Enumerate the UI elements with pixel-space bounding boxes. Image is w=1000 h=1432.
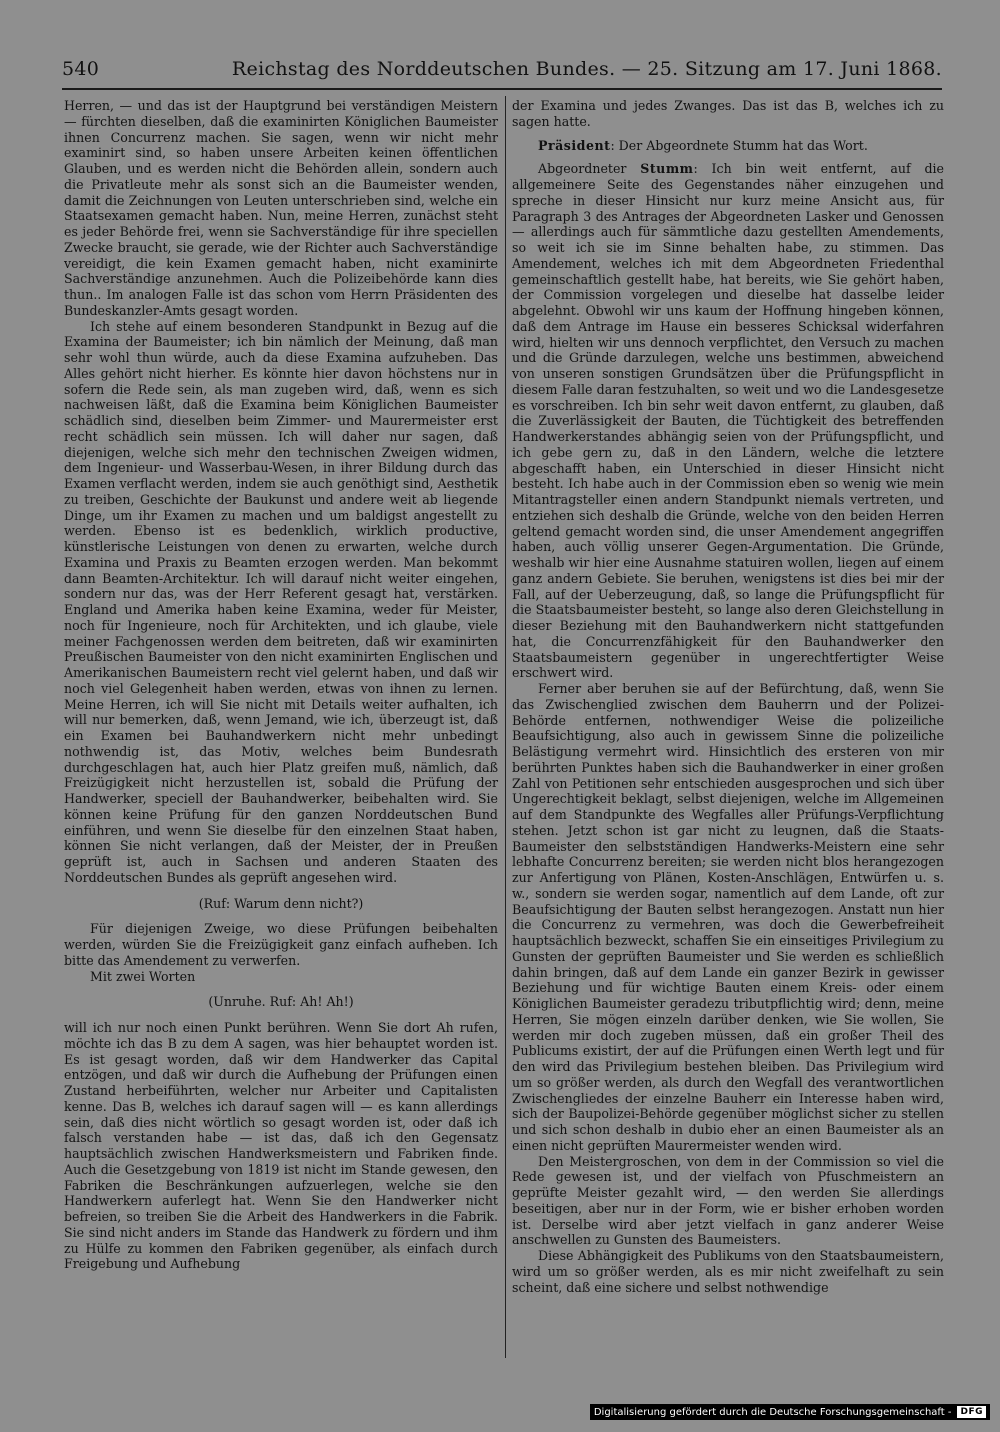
- speaker-prefix: Abgeordneter: [538, 161, 641, 177]
- president-label: Präsident: [538, 137, 611, 153]
- paragraph: Mit zwei Worten: [90, 968, 196, 984]
- digitization-footer: [590, 1404, 990, 1420]
- president-paragraph: [512, 138, 944, 154]
- interjection: (Unruhe. Ruf: Ah! Ah!): [208, 994, 354, 1010]
- president-text: : Der Abgeordnete Stumm hat das Wort.: [610, 137, 868, 153]
- paragraph: will ich nur noch einen Punkt berühren. Wenn Sie dort Ah rufen, möchte ich das B zu dem A sagen, was hier behauptet worden ist. Es ist gesagt worden, daß wir dem Handwerker das Capital entzögen, und daß wir durch die Aufhebung der Prüfungen einen Zustand herbeiführten, welcher nur Arbeiter und Capitalisten kenne. Das B, welches ich darauf sagen will — es kann allerdings sein, daß dies nicht wörtlich so gesagt worden ist, oder daß ich falsch verstanden habe — ist das, daß ich den Gegensatz hauptsächlich zwischen Handwerksmeistern und Fabriken finde. Auch die Gesetzgebung von 1819 ist nicht im Stande gewesen, den Fabriken die Beschränkungen aufzuerlegen, welche sie den Handwerkern auferlegt hat. Wenn Sie den Handwerker nicht befreien, so treiben Sie die Arbeit des Handwerkers in die Fabrik. Sie sind nicht anders im Stande das Handwerk zu fördern und ihm zu Hülfe zu kommen den Fabriken gegenüber, als einfach durch Freigebung und Aufhebung: [64, 1020, 498, 1272]
- paragraph: Ferner aber beruhen sie auf der Befürchtung, daß, wenn Sie das Zwischenglied zwischen dem Bauherrn und der Polizei-Behörde entfernen, nothwendiger Weise die polizeiliche Beaufsichtigung, also auch in gewissem Sinne die polizeiliche Belästigung vermehrt wird. Hinsichtlich des ersteren von mir berührten Punktes haben sich die Bauhandwerker in einer großen Zahl von Petitionen sehr entschieden ausgesprochen und sich über Ungerechtigkeit beklagt, selbst diejenigen, welche im Allgemeinen auf dem Standpunkte des Wegfalles aller Prüfungs-Verpflichtung stehen. Jetzt schon ist gar nicht zu leugnen, daß die Staats-Baumeister den selbstständigen Handwerks-Meistern eine sehr lebhafte Concurrenz bereiten; sie werden nicht blos herangezogen zur Anfertigung von Plänen, Kosten-Anschlägen, Entwürfen u. s. w., sondern sie werden sogar, namentlich auf dem Lande, oft zur Beaufsichtigung der Bauten selbst herangezogen. Anstatt nun hier die Concurrenz zu vermehren, was doch die Gewerbefreiheit hauptsächlich bezweckt, schaffen Sie ein einseitiges Privilegium zu Gunsten der geprüften Baumeister und Sie werden es schließlich dahin bringen, daß auf dem Lande ein ganzer Bezirk in gewisser Beziehung und für wichtige Bauten einem Kreis- oder einem Königlichen Baumeister geradezu tributpflichtig wird; denn, meine Herren, Sie mögen einzeln darüber denken, wie Sie wollen, Sie werden mir doch zugeben müssen, daß ein großer Theil des Publicums existirt, der auf die Prüfungen einen Werth legt und für den wird das Privilegium bestehen bleiben. Das Privilegium wird um so größer werden, als durch den Wegfall des verantwortlichen Zwischengliedes der einzelne Bauherr ein Interesse haben wird, sich der Baupolizei-Behörde gegenüber möglichst sicher zu stellen und sich schon deshalb in dubio eher an einen Baumeister als an einen nicht geprüften Maurermeister wenden wird.: [512, 681, 944, 1153]
- page-number: 540: [62, 58, 100, 80]
- paragraph: Für diejenigen Zweige, wo diese Prüfungen beibehalten werden, würden Sie die Freizügigkeit ganz einfach aufheben. Ich bitte das Amendement zu verwerfen.: [64, 921, 498, 968]
- running-title: Reichstag des Norddeutschen Bundes. — 25. Sitzung am 17. Juni 1868.: [231, 58, 942, 80]
- paragraph: Herren, — und das ist der Hauptgrund bei verständigen Meistern — fürchten dieselben, daß die examinirten Königlichen Baumeister ihnen Concurrenz machen. Sie sagen, wenn wir nicht mehr examinirt sind, so haben unsere Arbeiten keinen öffentlichen Glauben, und es werden nicht die Behörden allein, sondern auch die Privatleute mehr als sonst sich an die Baumeister wenden, damit die Zeichnungen von Leuten unterschrieben sind, welche ein Staatsexamen gemacht haben. Nun, meine Herren, zunächst steht es jeder Behörde frei, wenn sie Sachverständige für ihre speciellen Zwecke braucht, sie gerade, wie der Richter auch Sachverständige vereidigt, die kein Examen gemacht haben, nicht examinirte Sachverständige anzunehmen. Auch die Polizeibehörde kann dies thun.. Im analogen Falle ist das schon vom Herrn Präsidenten des Bundeskanzler-Amts gesagt worden.: [64, 98, 498, 318]
- speech-paragraph: [512, 161, 944, 681]
- interjection: (Ruf: Warum denn nicht?): [198, 895, 364, 911]
- page-header: [62, 58, 942, 84]
- footer-text: Digitalisierung gefördert durch die Deutsche Forschungsgemeinschaft -: [593, 1406, 952, 1418]
- right-column: [512, 98, 944, 1295]
- column-divider: [505, 96, 506, 1358]
- paragraph: Den Meistergroschen, von dem in der Commission so viel die Rede gewesen ist, und der vielfach von Pfuschmeistern an geprüfte Meister gezahlt wird, — den werden Sie allerdings beseitigen, aber nur in der Form, wie er bisher erhoben worden ist. Derselbe wird aber jetzt vielfach in ganz anderer Weise anschwellen zu Gunsten des Baumeisters.: [512, 1153, 944, 1248]
- paragraph: Ich stehe auf einem besonderen Standpunkt in Bezug auf die Examina der Baumeister; ich bin nämlich der Meinung, daß man sehr wohl thun würde, auch da diese Examina aufzuheben. Das Alles gehört nicht hierher. Es könnte hier davon höchstens nur in sofern die Rede sein, als man zugeben wird, daß, wenn es sich nachweisen läßt, daß die Examina beim Königlichen Baumeister schädlich sind, dieselben beim Zimmer- und Maurermeister erst recht schädlich sein müssen. Ich will daher nur sagen, daß diejenigen, welche sich mehr den technischen Zweigen widmen, dem Ingenieur- und Wasserbau-Wesen, in ihrer Bildung durch das Examen verflacht werden, indem sie auch genöthigt sind, Aesthetik zu treiben, Geschichte der Baukunst und andere weit ab liegende Dinge, um ihr Examen zu machen und um baldigst angestellt zu werden. Ebenso ist es bedenklich, wirklich productive, künstlerische Leistungen von denen zu erwarten, welche durch Examina und Praxis zu Beamten erzogen werden. Man bekommt dann Beamten-Architektur. Ich will darauf nicht weiter eingehen, sondern nur das, was der Herr Referent gesagt hat, verstärken. England und Amerika haben keine Examina, weder für Meister, noch für Ingenieure, noch für Architekten, und ich glaube, viele meiner Fachgenossen werden dem beitreten, daß wir examinirten Preußischen Baumeister von den nicht examinirten Englischen und Amerikanischen Baumeistern recht viel gelernt haben, und daß wir noch viel Gelegenheit haben werden, etwas von ihnen zu lernen. Meine Herren, ich will Sie nicht mit Details weiter aufhalten, ich will nur bemerken, daß, wenn Jemand, wie ich, überzeugt ist, daß ein Examen bei Bauhandwerkern nicht mehr unbedingt nothwendig ist, das Motiv, welches beim Bundesrath durchgeschlagen hat, auch hier Platz greifen muß, nämlich, daß Freizügigkeit nicht herzustellen ist, sobald die Prüfung der Handwerker, speciell der Bauhandwerker, beibehalten wird. Sie können keine Prüfung für den ganzen Norddeutschen Bund einführen, und wenn Sie dieselbe für den einzelnen Staat haben, können Sie nicht verlangen, daß der Meister, der in Preußen geprüft ist, auch in Sachsen und anderen Staaten des Norddeutschen Bundes als geprüft angesehen wird.: [64, 318, 498, 885]
- left-column: [64, 98, 498, 1272]
- header-rule: [62, 88, 942, 90]
- dfg-logo: DFG: [957, 1406, 986, 1418]
- paragraph: der Examina und jedes Zwanges. Das ist das B, welches ich zu sagen hatte.: [512, 98, 944, 129]
- paragraph: Diese Abhängigkeit des Publikums von den Staatsbaumeistern, wird um so größer werden, als es mir nicht zweifelhaft zu sein scheint, daß eine sichere und selbst nothwendige: [512, 1248, 944, 1295]
- speaker-name: Stumm: [640, 161, 694, 177]
- speech-text: : Ich bin weit entfernt, auf die allgemeinere Seite des Gegenstandes näher einzugehen und spreche in dieser Hinsicht nur kurz meine Ansicht aus, für Paragraph 3 des Antrages der Abgeordneten Lasker und Genossen — allerdings auch für sämmtliche dazu gestellten Amendements, so weit ich sie im Sinne behalten habe, zu stimmen. Das Amendement, welches ich mit dem Abgeordneten Friedenthal gemeinschaftlich gestellt habe, hat bereits, wie Sie gehört haben, der Commission vorgelegen und dieselbe hat dasselbe leider abgelehnt. Obwohl wir uns kaum der Hoffnung hingeben können, daß dem Antrage im Hause ein besseres Schicksal widerfahren wird, hielten wir uns dennoch verpflichtet, den Versuch zu machen und die Gründe darzulegen, welche uns bestimmen, abweichend von unseren sonstigen Grundsätzen über die Prüfungspflicht in diesem Falle daran festzuhalten, so weit und wo die Landesgesetze es vorschreiben. Ich bin sehr weit davon entfernt, zu glauben, daß die Zuverlässigkeit der Bauten, die Tüchtigkeit des betreffenden Handwerkerstandes abhängig seien von der Prüfungspflicht, und ich gebe gern zu, daß in den Ländern, welche die letztere abgeschafft haben, ein Unterschied in dieser Hinsicht nicht besteht. Ich habe auch in der Commission eben so wenig wie mein Mitantragsteller einen andern Standpunkt niemals vertreten, und entziehen sich deshalb die Gründe, welche von den beiden Herren geltend gemacht worden sind, die unser Amendement angegriffen haben, auch völlig unserer Gegen-Argumentation. Die Gründe, weshalb wir hier eine Ausnahme statuiren wollen, liegen auf einem ganz andern Gebiete. Sie beruhen, wenigstens ist dies bei mir der Fall, auf der Ueberzeugung, daß, so lange die Prüfungspflicht für die Staatsbaumeister besteht, so lange also deren Gleichstellung in dieser Beziehung mit den Bauhandwerkern nicht stattgefunden hat, die Concurrenzfähigkeit für den Bauhandwerker den Staatsbaumeistern gegenüber in ungerechtfertigter Weise erschwert wird.: [512, 161, 944, 681]
